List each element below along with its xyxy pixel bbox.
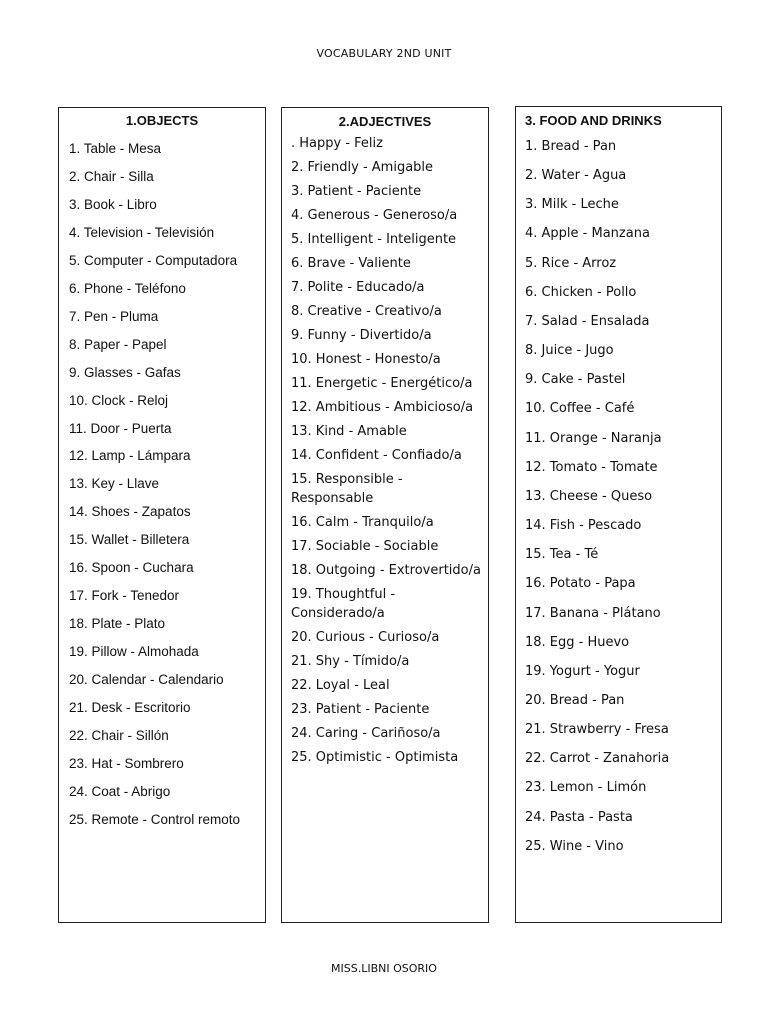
vocab-item: 15. Wallet - Billetera [69,532,190,548]
vocab-item: 14. Shoes - Zapatos [69,504,191,520]
vocab-item: 13. Kind - Amable [291,424,407,439]
vocab-item: 1. Table - Mesa [69,141,162,156]
vocab-item: 18. Plate - Plato [69,616,166,632]
vocab-item: 1. Bread - Pan [525,139,617,154]
vocab-item: 23. Patient - Paciente [291,702,430,717]
page-title: VOCABULARY 2ND UNIT [316,47,452,60]
vocab-item: 10. Honest - Honesto/a [291,352,441,367]
vocab-item: 13. Key - Llave [69,476,160,492]
vocab-item: 16. Calm - Tranquilo/a [291,515,434,530]
vocab-item: 10. Coffee - Café [525,401,635,417]
vocab-item: 22. Chair - Sillón [69,728,169,744]
food-drinks-column [515,106,722,923]
objects-heading: 1.OBJECTS [125,113,199,128]
vocab-item: 17. Banana - Plátano [525,605,661,621]
vocab-item: 10. Clock - Reloj [69,392,169,408]
vocab-item: 22. Carrot - Zanahoria [525,751,670,767]
vocab-item: 14. Confident - Confiado/a [291,448,462,463]
vocab-item: 12. Lamp - Lámpara [69,448,191,464]
vocab-item: 11. Energetic - Energético/a [291,376,473,391]
vocab-item: 13. Cheese - Queso [525,488,653,504]
vocab-item: 20. Bread - Pan [525,692,625,708]
vocab-item: 25. Wine - Vino [525,838,624,854]
vocab-item: 21. Shy - Tímido/a [291,654,410,669]
vocab-item: 18. Outgoing - Extrovertido/a [291,563,481,578]
food-drinks-list [516,132,721,861]
vocab-item: 5. Computer - Computadora [69,252,238,268]
vocab-item: 2. Water - Agua [525,168,627,184]
vocab-item: 24. Coat - Abrigo [69,783,171,799]
vocab-item: 2. Friendly - Amigable [291,160,434,175]
vocab-item: 4. Television - Televisión [69,224,215,240]
vocab-item: 24. Caring - Cariñoso/a [291,726,441,741]
objects-column [58,107,266,923]
vocab-item: 8. Creative - Creativo/a [291,304,442,319]
vocab-item: 20. Calendar - Calendario [69,672,224,688]
vocab-item: 22. Loyal - Leal [291,678,390,693]
adjectives-heading: 2.ADJECTIVES [338,114,432,129]
vocab-item: 12. Ambitious - Ambicioso/a [291,400,474,415]
vocab-item: . Happy - Feliz [291,136,383,151]
vocab-item: 9. Funny - Divertido/a [291,328,432,343]
vocab-item: 8. Paper - Papel [69,336,167,352]
vocab-item: 12. Tomato - Tomate [525,459,658,475]
vocab-item: 21. Desk - Escritorio [69,700,191,716]
vocab-item: 25. Remote - Control remoto [69,811,241,827]
vocab-item: 16. Spoon - Cuchara [69,560,194,576]
vocab-item: 15. Tea - Té [525,547,599,563]
vocab-item: 14. Fish - Pescado [525,518,642,534]
vocab-item: 17. Fork - Tenedor [69,588,180,604]
vocab-item: 17. Sociable - Sociable [291,539,439,554]
vocab-item: 7. Polite - Educado/a [291,280,425,295]
vocab-item: 7. Salad - Ensalada [525,313,650,329]
vocab-item: 7. Pen - Pluma [69,308,159,324]
adjectives-list [282,134,488,767]
vocab-item: 6. Chicken - Pollo [525,284,637,300]
vocab-item: 9. Cake - Pastel [525,372,626,388]
objects-list [59,135,265,834]
vocab-item: 11. Door - Puerta [69,420,172,436]
vocab-item: 11. Orange - Naranja [525,430,662,446]
vocab-item: 23. Hat - Sombrero [69,755,184,771]
vocab-item: 19. Yogurt - Yogur [525,663,640,679]
vocab-item: 8. Juice - Jugo [525,343,614,359]
vocab-item: 25. Optimistic - Optimista [291,750,459,765]
vocab-item: 3. Milk - Leche [525,197,619,213]
vocab-item: 5. Rice - Arroz [525,255,617,271]
vocab-item: 18. Egg - Huevo [525,634,630,650]
vocab-item: 24. Pasta - Pasta [525,809,633,825]
food-drinks-heading: 3. FOOD AND DRINKS [525,113,662,128]
adjectives-column [281,107,489,923]
vocab-item: 19. Thoughtful - Considerado/a [291,587,396,621]
vocab-item: 4. Generous - Generoso/a [291,208,458,223]
vocab-item: 3. Patient - Paciente [291,184,422,199]
vocab-item: 5. Intelligent - Inteligente [291,232,457,247]
vocab-item: 6. Brave - Valiente [291,256,411,271]
vocab-item: 20. Curious - Curioso/a [291,630,440,645]
vocab-item: 2. Chair - Silla [69,168,154,184]
vocab-item: 9. Glasses - Gafas [69,364,181,380]
vocab-item: 6. Phone - Teléfono [69,280,186,296]
vocab-item: 21. Strawberry - Fresa [525,722,669,738]
vocab-item: 16. Potato - Papa [525,576,636,592]
vocab-item: 19. Pillow - Almohada [69,644,199,660]
footer-author: MISS.LIBNI OSORIO [331,962,437,975]
vocab-item: 15. Responsible - Responsable [291,472,403,506]
vocab-item: 23. Lemon - Limón [525,780,647,796]
vocab-item: 4. Apple - Manzana [525,226,650,242]
vocab-item: 3. Book - Libro [69,196,157,212]
